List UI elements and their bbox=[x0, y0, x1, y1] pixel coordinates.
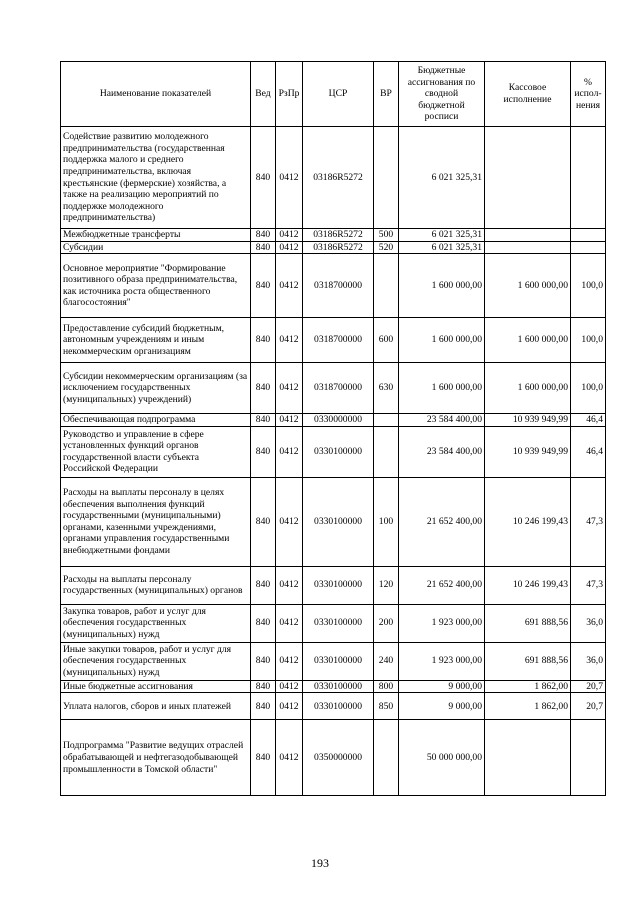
cell-vr: 600 bbox=[374, 318, 399, 363]
cell-name: Расходы на выплаты персоналу в целях обеспечения выполнения функций государственными (муниципальными) органами, казенными учреждениями, органами управления государственными внебюджетными фондами bbox=[61, 477, 251, 566]
cell-csr: 0318700000 bbox=[303, 363, 374, 414]
cell-cash bbox=[485, 127, 571, 229]
cell-csr: 0330100000 bbox=[303, 680, 374, 693]
budget-table bbox=[60, 61, 606, 796]
table-row bbox=[61, 604, 606, 642]
cell-name: Расходы на выплаты персоналу государственных (муниципальных) органов bbox=[61, 566, 251, 604]
cell-pct: 47,3 bbox=[571, 477, 606, 566]
table-row bbox=[61, 477, 606, 566]
cell-name: Субсидии некоммерческим организациям (за исключением государственных (муниципальных) учреждений) bbox=[61, 363, 251, 414]
cell-name: Предоставление субсидий бюджетным, автономным учреждениям и иным некоммерческим организациям bbox=[61, 318, 251, 363]
cell-ved: 840 bbox=[251, 477, 276, 566]
table-row bbox=[61, 720, 606, 796]
cell-name: Субсидии bbox=[61, 241, 251, 254]
cell-cash: 691 888,56 bbox=[485, 604, 571, 642]
cell-vr bbox=[374, 254, 399, 318]
cell-assign: 21 652 400,00 bbox=[399, 566, 485, 604]
table-row bbox=[61, 642, 606, 680]
cell-name: Иные бюджетные ассигнования bbox=[61, 680, 251, 693]
table-row bbox=[61, 363, 606, 414]
col-header-assign: Бюджетные ассигнования по сводной бюджетной росписи bbox=[399, 62, 485, 127]
page-number: 193 bbox=[311, 856, 329, 870]
cell-name: Содействие развитию молодежного предпринимательства (государственная поддержка малого и среднего предпринимательства, включая крестьянские (фермерские) хозяйства, а также на реализацию мероприятий по поддержке молодежного предпринимательства) bbox=[61, 127, 251, 229]
cell-name: Уплата налогов, сборов и иных платежей bbox=[61, 693, 251, 720]
cell-rzpr: 0412 bbox=[276, 426, 303, 477]
cell-ved: 840 bbox=[251, 693, 276, 720]
cell-name: Межбюджетные трансферты bbox=[61, 229, 251, 242]
cell-pct bbox=[571, 229, 606, 242]
col-header-pct: % испол-нения bbox=[571, 62, 606, 127]
cell-cash: 10 246 199,43 bbox=[485, 477, 571, 566]
cell-vr: 120 bbox=[374, 566, 399, 604]
cell-cash bbox=[485, 229, 571, 242]
cell-rzpr: 0412 bbox=[276, 363, 303, 414]
cell-assign: 9 000,00 bbox=[399, 680, 485, 693]
cell-rzpr: 0412 bbox=[276, 477, 303, 566]
cell-assign: 1 923 000,00 bbox=[399, 604, 485, 642]
cell-vr: 240 bbox=[374, 642, 399, 680]
table-row bbox=[61, 693, 606, 720]
cell-cash: 1 862,00 bbox=[485, 693, 571, 720]
col-header-rzpr: РзПр bbox=[276, 62, 303, 127]
cell-ved: 840 bbox=[251, 363, 276, 414]
cell-cash: 691 888,56 bbox=[485, 642, 571, 680]
cell-vr: 800 bbox=[374, 680, 399, 693]
cell-ved: 840 bbox=[251, 426, 276, 477]
cell-ved: 840 bbox=[251, 604, 276, 642]
cell-vr bbox=[374, 426, 399, 477]
cell-assign: 6 021 325,31 bbox=[399, 241, 485, 254]
cell-pct: 20,7 bbox=[571, 680, 606, 693]
cell-ved: 840 bbox=[251, 680, 276, 693]
cell-rzpr: 0412 bbox=[276, 566, 303, 604]
cell-assign: 1 923 000,00 bbox=[399, 642, 485, 680]
table-row bbox=[61, 229, 606, 242]
cell-cash: 1 600 000,00 bbox=[485, 318, 571, 363]
cell-vr: 850 bbox=[374, 693, 399, 720]
cell-rzpr: 0412 bbox=[276, 720, 303, 796]
cell-csr: 03186R5272 bbox=[303, 241, 374, 254]
cell-cash: 1 862,00 bbox=[485, 680, 571, 693]
cell-csr: 03186R5272 bbox=[303, 229, 374, 242]
cell-assign: 50 000 000,00 bbox=[399, 720, 485, 796]
col-header-cash: Кассовое исполнение bbox=[485, 62, 571, 127]
cell-name: Иные закупки товаров, работ и услуг для обеспечения государственных (муниципальных) нужд bbox=[61, 642, 251, 680]
cell-ved: 840 bbox=[251, 254, 276, 318]
cell-ved: 840 bbox=[251, 566, 276, 604]
cell-pct: 100,0 bbox=[571, 254, 606, 318]
cell-assign: 6 021 325,31 bbox=[399, 127, 485, 229]
table-row bbox=[61, 241, 606, 254]
table-row bbox=[61, 318, 606, 363]
cell-pct bbox=[571, 720, 606, 796]
cell-csr: 0330100000 bbox=[303, 426, 374, 477]
cell-csr: 0330100000 bbox=[303, 604, 374, 642]
cell-assign: 23 584 400,00 bbox=[399, 426, 485, 477]
cell-rzpr: 0412 bbox=[276, 127, 303, 229]
cell-assign: 9 000,00 bbox=[399, 693, 485, 720]
cell-rzpr: 0412 bbox=[276, 693, 303, 720]
cell-ved: 840 bbox=[251, 720, 276, 796]
cell-vr bbox=[374, 127, 399, 229]
cell-pct: 100,0 bbox=[571, 318, 606, 363]
cell-name: Подпрограмма "Развитие ведущих отраслей обрабатывающей и нефтегазодобывающей промышленности в Томской области" bbox=[61, 720, 251, 796]
cell-csr: 0318700000 bbox=[303, 318, 374, 363]
cell-rzpr: 0412 bbox=[276, 241, 303, 254]
cell-pct bbox=[571, 127, 606, 229]
cell-ved: 840 bbox=[251, 241, 276, 254]
col-header-ved: Вед bbox=[251, 62, 276, 127]
cell-ved: 840 bbox=[251, 127, 276, 229]
cell-pct: 100,0 bbox=[571, 363, 606, 414]
table-row bbox=[61, 680, 606, 693]
cell-assign: 1 600 000,00 bbox=[399, 363, 485, 414]
cell-rzpr: 0412 bbox=[276, 414, 303, 427]
cell-csr: 0330100000 bbox=[303, 566, 374, 604]
cell-vr: 520 bbox=[374, 241, 399, 254]
table-row bbox=[61, 254, 606, 318]
table-row bbox=[61, 127, 606, 229]
cell-assign: 6 021 325,31 bbox=[399, 229, 485, 242]
cell-ved: 840 bbox=[251, 642, 276, 680]
cell-name: Руководство и управление в сфере установленных функций органов государственной власти субъекта Российской Федерации bbox=[61, 426, 251, 477]
cell-csr: 03186R5272 bbox=[303, 127, 374, 229]
col-header-name: Наименование показателей bbox=[61, 62, 251, 127]
cell-vr bbox=[374, 414, 399, 427]
cell-vr: 100 bbox=[374, 477, 399, 566]
cell-cash: 10 939 949,99 bbox=[485, 414, 571, 427]
cell-assign: 23 584 400,00 bbox=[399, 414, 485, 427]
cell-rzpr: 0412 bbox=[276, 680, 303, 693]
cell-csr: 0330000000 bbox=[303, 414, 374, 427]
cell-name: Закупка товаров, работ и услуг для обеспечения государственных (муниципальных) нужд bbox=[61, 604, 251, 642]
cell-rzpr: 0412 bbox=[276, 642, 303, 680]
cell-cash: 10 246 199,43 bbox=[485, 566, 571, 604]
cell-csr: 0318700000 bbox=[303, 254, 374, 318]
table-row bbox=[61, 426, 606, 477]
cell-name: Основное мероприятие "Формирование позитивного образа предпринимательства, как источника роста общественного благосостояния" bbox=[61, 254, 251, 318]
cell-pct: 20,7 bbox=[571, 693, 606, 720]
cell-pct: 47,3 bbox=[571, 566, 606, 604]
cell-rzpr: 0412 bbox=[276, 229, 303, 242]
cell-pct: 36,0 bbox=[571, 642, 606, 680]
cell-assign: 21 652 400,00 bbox=[399, 477, 485, 566]
table-row bbox=[61, 414, 606, 427]
cell-rzpr: 0412 bbox=[276, 254, 303, 318]
cell-ved: 840 bbox=[251, 414, 276, 427]
cell-cash: 1 600 000,00 bbox=[485, 254, 571, 318]
cell-pct bbox=[571, 241, 606, 254]
table-header-row bbox=[61, 62, 606, 127]
cell-csr: 0330100000 bbox=[303, 693, 374, 720]
cell-pct: 36,0 bbox=[571, 604, 606, 642]
cell-vr bbox=[374, 720, 399, 796]
cell-vr: 630 bbox=[374, 363, 399, 414]
table-row bbox=[61, 566, 606, 604]
col-header-csr: ЦСР bbox=[303, 62, 374, 127]
cell-ved: 840 bbox=[251, 318, 276, 363]
cell-rzpr: 0412 bbox=[276, 604, 303, 642]
cell-csr: 0330100000 bbox=[303, 642, 374, 680]
cell-cash: 1 600 000,00 bbox=[485, 363, 571, 414]
cell-rzpr: 0412 bbox=[276, 318, 303, 363]
cell-csr: 0330100000 bbox=[303, 477, 374, 566]
cell-cash: 10 939 949,99 bbox=[485, 426, 571, 477]
table-body bbox=[61, 127, 606, 796]
cell-cash bbox=[485, 241, 571, 254]
cell-cash bbox=[485, 720, 571, 796]
col-header-vr: ВР bbox=[374, 62, 399, 127]
cell-name: Обеспечивающая подпрограмма bbox=[61, 414, 251, 427]
cell-assign: 1 600 000,00 bbox=[399, 318, 485, 363]
cell-csr: 0350000000 bbox=[303, 720, 374, 796]
cell-ved: 840 bbox=[251, 229, 276, 242]
cell-pct: 46,4 bbox=[571, 414, 606, 427]
cell-vr: 500 bbox=[374, 229, 399, 242]
cell-assign: 1 600 000,00 bbox=[399, 254, 485, 318]
cell-vr: 200 bbox=[374, 604, 399, 642]
cell-pct: 46,4 bbox=[571, 426, 606, 477]
